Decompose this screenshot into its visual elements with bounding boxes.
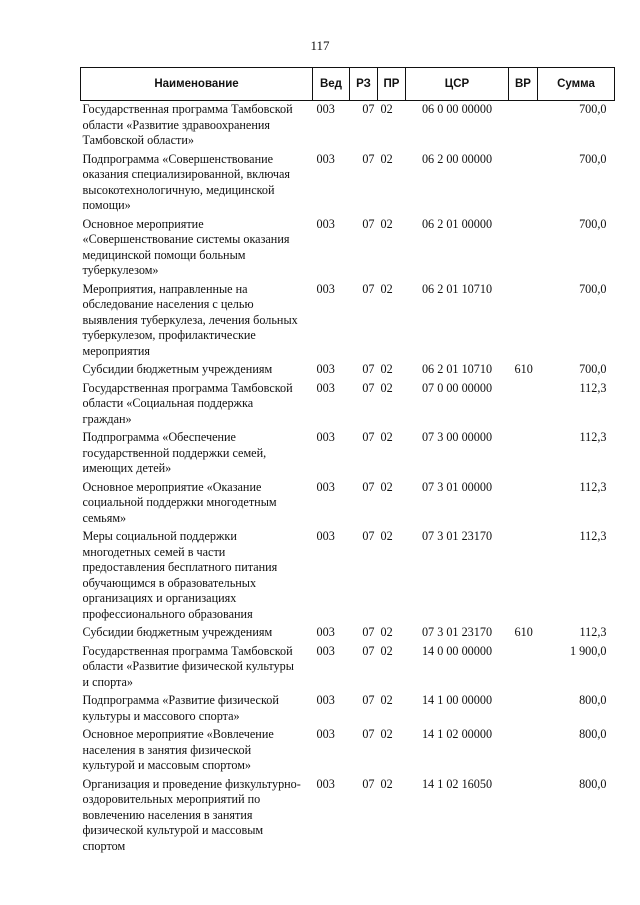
row-ved: 003 (316, 625, 335, 639)
row-sum: 1 900,0 (569, 643, 607, 658)
header-pr: ПР (378, 68, 406, 101)
table-row (81, 380, 615, 430)
row-sum: 700,0 (579, 151, 607, 166)
table-row (81, 624, 615, 643)
row-pr: 02 (380, 430, 393, 444)
row-csr: 07 3 01 23170 (421, 529, 493, 543)
row-name: Государственная программа Тамбовской области «Социальная поддержка граждан» (82, 380, 293, 426)
row-sum: 112,3 (579, 625, 607, 639)
table-row (81, 216, 615, 281)
table-row (81, 281, 615, 362)
row-sum: 800,0 (579, 727, 607, 741)
row-ved: 003 (316, 776, 335, 791)
row-rz: 07 (362, 693, 375, 707)
row-rz: 07 (362, 643, 375, 658)
row-sum: 700,0 (579, 102, 607, 116)
header-sum: Сумма (538, 68, 615, 101)
row-name: Основное мероприятие «Оказание социальной поддержки многодетным семьям» (82, 479, 277, 525)
row-pr: 02 (380, 151, 393, 166)
row-pr: 02 (380, 776, 393, 791)
page-number: 117 (310, 38, 330, 53)
row-pr: 02 (380, 479, 393, 494)
table-header (81, 68, 615, 101)
row-rz: 07 (362, 151, 375, 166)
table-row (81, 479, 615, 529)
row-vr (509, 151, 538, 216)
row-name: Основное мероприятие «Вовлечение населения в занятия физической культурой и массовым спортом» (82, 727, 274, 772)
row-sum: 800,0 (579, 776, 607, 791)
row-rz: 07 (362, 776, 375, 791)
row-vr (509, 380, 538, 430)
row-csr: 07 3 01 00000 (421, 479, 493, 494)
row-ved: 003 (316, 362, 335, 376)
row-ved: 003 (316, 693, 335, 707)
row-csr: 06 2 01 00000 (421, 216, 493, 231)
header-name: Наименование (81, 68, 313, 101)
row-sum: 700,0 (579, 216, 607, 231)
row-ved: 003 (316, 216, 335, 231)
row-pr: 02 (380, 362, 393, 376)
header-ved: Вед (313, 68, 350, 101)
row-pr: 02 (380, 693, 393, 707)
table-row (81, 151, 615, 216)
row-ved: 003 (316, 727, 335, 741)
table-row (81, 692, 615, 726)
row-sum: 112,3 (579, 479, 607, 494)
row-csr: 07 3 01 23170 (421, 625, 493, 639)
header-rz: РЗ (350, 68, 378, 101)
row-pr: 02 (380, 529, 393, 543)
row-vr (509, 726, 538, 776)
row-vr (509, 528, 538, 624)
row-vr (509, 101, 538, 151)
row-vr (509, 643, 538, 693)
row-rz: 07 (362, 625, 375, 639)
row-vr (509, 216, 538, 281)
row-csr: 06 2 01 10710 (421, 362, 493, 376)
row-sum: 700,0 (579, 362, 607, 376)
table-row (81, 643, 615, 693)
row-pr: 02 (380, 216, 393, 231)
table-row (81, 528, 615, 624)
row-name: Субсидии бюджетным учреждениям (82, 625, 273, 639)
row-name: Основное мероприятие «Совершенствование системы оказания медицинской помощи больным туберкулезом» (82, 216, 290, 277)
row-csr: 14 1 02 16050 (421, 776, 493, 791)
table-row (81, 776, 615, 857)
row-rz: 07 (362, 216, 375, 231)
row-name: Организация и проведение физкультурно-оздоровительных мероприятий по вовлечению населения в занятия физической культурой и массовым спортом (82, 776, 301, 853)
row-csr: 14 1 02 00000 (421, 727, 493, 741)
table-row (81, 429, 615, 479)
row-ved: 003 (316, 529, 335, 543)
row-name: Подпрограмма «Совершенствование оказания специализированной, включая высокотехнологичную, медицинской помощи» (82, 151, 290, 212)
row-ved: 003 (316, 380, 335, 395)
row-csr: 14 0 00 00000 (421, 643, 493, 658)
row-rz: 07 (362, 380, 375, 395)
row-vr: 610 (514, 362, 533, 376)
row-ved: 003 (316, 430, 335, 444)
row-rz: 07 (362, 727, 375, 741)
row-ved: 003 (316, 643, 335, 658)
row-sum: 800,0 (579, 693, 607, 707)
row-csr: 06 2 00 00000 (421, 151, 493, 166)
row-vr: 610 (514, 625, 533, 639)
row-rz: 07 (362, 362, 375, 376)
row-rz: 07 (362, 281, 375, 296)
row-csr: 06 0 00 00000 (421, 102, 493, 116)
header-csr: ЦСР (406, 68, 509, 101)
row-name: Мероприятия, направленные на обследование населения с целью выявления туберкулеза, лечения больных туберкулезом, профилактические мероприятия (82, 281, 298, 358)
row-pr: 02 (380, 625, 393, 639)
row-rz: 07 (362, 430, 375, 444)
row-pr: 02 (380, 727, 393, 741)
row-pr: 02 (380, 281, 393, 296)
row-vr (509, 776, 538, 857)
row-rz: 07 (362, 529, 375, 543)
row-name: Меры социальной поддержки многодетных семей в части предоставления бесплатного питания обучающимся в образовательных организациях и организациях профессионального образования (82, 529, 278, 621)
row-ved: 003 (316, 151, 335, 166)
row-vr (509, 281, 538, 362)
row-sum: 112,3 (579, 529, 607, 543)
row-vr (509, 479, 538, 529)
row-name: Государственная программа Тамбовской области «Развитие физической культуры и спорта» (82, 643, 294, 689)
row-vr (509, 429, 538, 479)
row-sum: 112,3 (579, 380, 607, 395)
row-pr: 02 (380, 380, 393, 395)
table-row (81, 361, 615, 380)
row-name: Подпрограмма «Развитие физической культуры и массового спорта» (82, 693, 279, 723)
budget-table (80, 67, 615, 856)
row-csr: 14 1 00 00000 (421, 693, 493, 707)
row-csr: 06 2 01 10710 (421, 281, 493, 296)
row-ved: 003 (316, 102, 335, 116)
row-rz: 07 (362, 102, 375, 116)
row-name: Подпрограмма «Обеспечение государственной поддержки семей, имеющих детей» (82, 430, 267, 475)
row-csr: 07 3 00 00000 (421, 430, 493, 444)
row-pr: 02 (380, 643, 393, 658)
row-ved: 003 (316, 479, 335, 494)
row-pr: 02 (380, 102, 393, 116)
table-row (81, 726, 615, 776)
row-csr: 07 0 00 00000 (421, 380, 493, 395)
header-vr: ВР (509, 68, 538, 101)
row-sum: 112,3 (579, 430, 607, 444)
row-rz: 07 (362, 479, 375, 494)
row-vr (509, 692, 538, 726)
row-ved: 003 (316, 281, 335, 296)
row-name: Государственная программа Тамбовской области «Развитие здравоохранения Тамбовской области» (82, 102, 293, 147)
row-name: Субсидии бюджетным учреждениям (82, 362, 273, 376)
table-row (81, 101, 615, 151)
row-sum: 700,0 (579, 281, 607, 296)
